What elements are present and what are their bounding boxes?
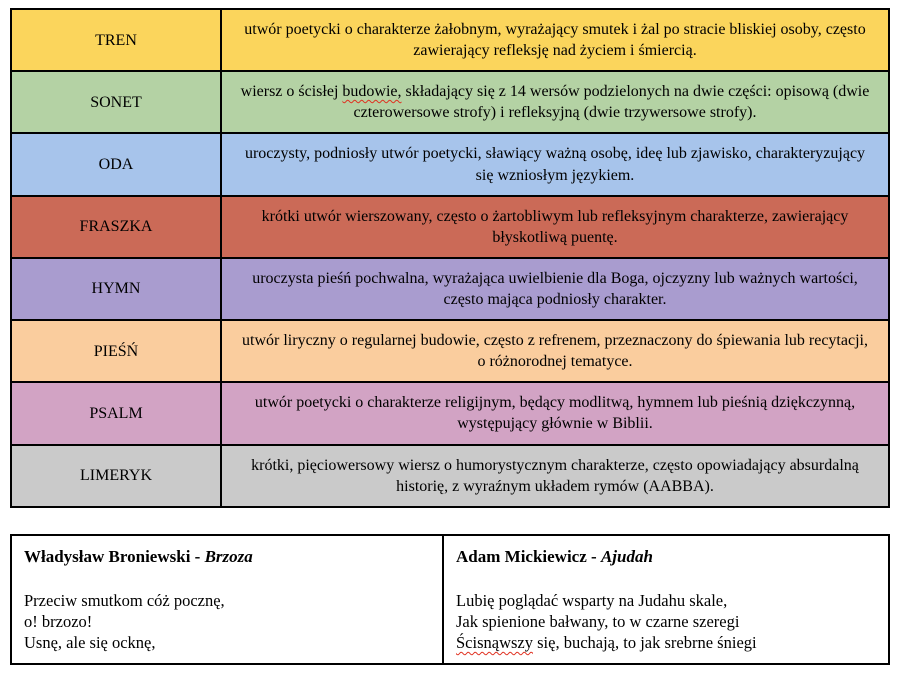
table-row-tren xyxy=(11,9,889,71)
table-row-piesn xyxy=(11,320,889,382)
poem-line-text: się, buchają, to jak srebrne śniegi xyxy=(533,633,757,653)
poems-table xyxy=(10,534,890,665)
genre-definition-oda: uroczysty, podniosły utwór poetycki, sławiący ważną osobę, ideę lub zjawisko, charakteryzujący się wzniosłym językiem. xyxy=(221,133,889,195)
poem-header-mickiewicz xyxy=(456,546,876,568)
poem-cell-broniewski xyxy=(11,535,443,664)
poems-row xyxy=(11,535,889,664)
misspelled-word: budowie, xyxy=(342,83,402,101)
genre-definition-piesn: utwór liryczny o regularnej budowie, często z refrenem, przeznaczony do śpiewania lub recytacji, o różnorodnej tematyce. xyxy=(221,320,889,382)
poem-header-broniewski xyxy=(24,546,430,568)
genre-term-sonet: SONET xyxy=(11,71,221,133)
genre-definition-tren: utwór poetycki o charakterze żałobnym, wyrażający smutek i żal po stracie bliskiej osoby, często zawierający refleksję nad życiem i śmiercią. xyxy=(221,9,889,71)
genre-definition-sonet xyxy=(221,71,889,133)
genre-definition-fraszka: krótki utwór wierszowany, często o żartobliwym lub refleksyjnym charakterze, zawierający błyskotliwą puentę. xyxy=(221,196,889,258)
genre-term-oda: ODA xyxy=(11,133,221,195)
table-row-limeryk xyxy=(11,445,889,507)
genre-term-fraszka: FRASZKA xyxy=(11,196,221,258)
genre-definition-psalm: utwór poetycki o charakterze religijnym, będący modlitwą, hymnem lub pieśnią dziękczynną, występujący głównie w Biblii. xyxy=(221,382,889,444)
genre-term-hymn: HYMN xyxy=(11,258,221,320)
table-row-hymn xyxy=(11,258,889,320)
poem-title: Brzoza xyxy=(204,546,253,566)
poem-title: Ajudah xyxy=(600,546,653,566)
poem-line: o! brzozo! xyxy=(24,611,93,631)
poem-author: Władysław Broniewski - xyxy=(24,546,205,566)
table-row-sonet xyxy=(11,71,889,133)
genre-term-piesn: PIEŚŃ xyxy=(11,320,221,382)
definition-text: składający się z 14 wersów podzielonych na dwie części: opisową (dwie czterowersowe strofy) i refleksyjną (dwie trzywersowe strofy). xyxy=(353,83,870,122)
genre-term-psalm: PSALM xyxy=(11,382,221,444)
table-row-psalm xyxy=(11,382,889,444)
table-row-fraszka xyxy=(11,196,889,258)
poem-line: Jak spienione bałwany, to w czarne szeregi xyxy=(456,611,740,631)
genres-table xyxy=(10,8,890,508)
poem-author: Adam Mickiewicz - xyxy=(456,546,601,566)
table-row-oda xyxy=(11,133,889,195)
genre-term-tren: TREN xyxy=(11,9,221,71)
poem-line xyxy=(456,632,876,653)
genre-definition-limeryk: krótki, pięciowersowy wiersz o humorystycznym charakterze, często opowiadający absurdalną historię, z wyraźnym układem rymów (AABBA). xyxy=(221,445,889,507)
poem-cell-mickiewicz xyxy=(443,535,889,664)
poem-line: Usnę, ale się ocknę, xyxy=(24,633,156,653)
genre-definition-hymn: uroczysta pieśń pochwalna, wyrażająca uwielbienie dla Boga, ojczyzny lub ważnych wartości, często mająca podniosły charakter. xyxy=(221,258,889,320)
poem-line: Przeciw smutkom cóż pocznę, xyxy=(24,590,225,610)
genre-term-limeryk: LIMERYK xyxy=(11,445,221,507)
poem-line: Lubię poglądać wsparty na Judahu skale, xyxy=(456,590,728,610)
misspelled-word: Ścisnąwszy xyxy=(456,633,533,653)
table-gap xyxy=(10,508,890,534)
definition-text: wiersz o ścisłej xyxy=(240,83,343,101)
